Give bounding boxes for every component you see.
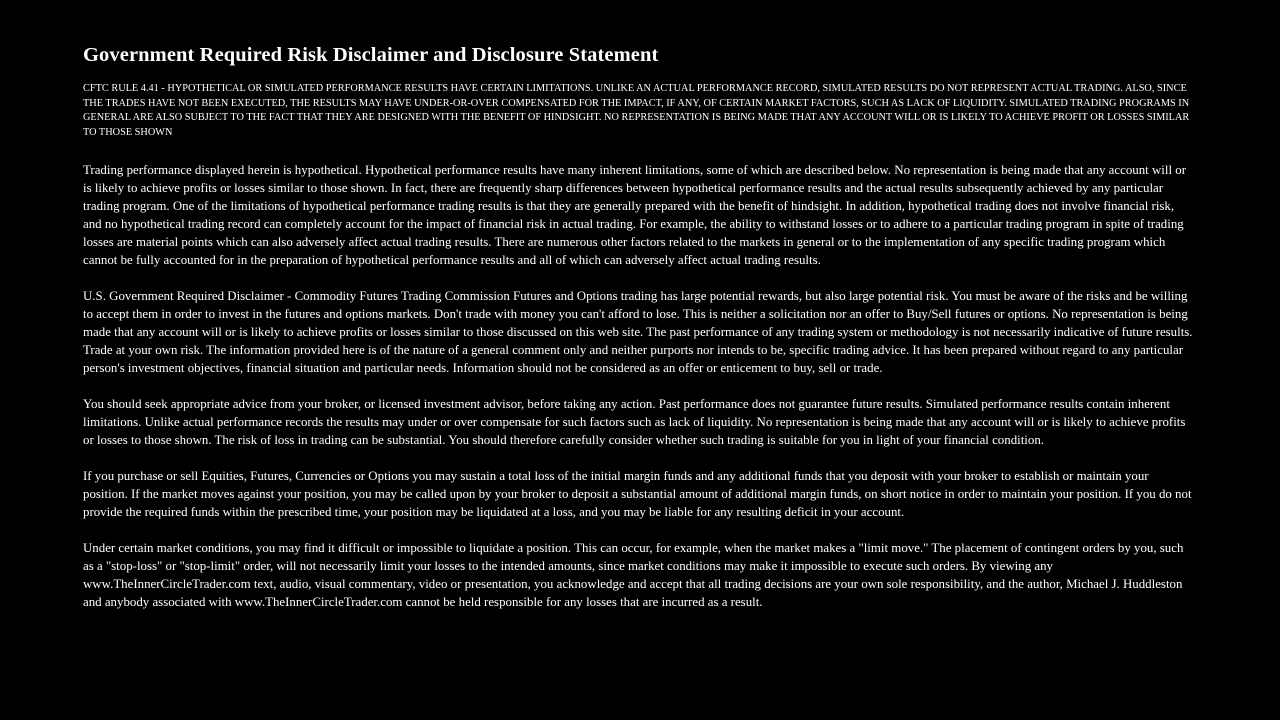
paragraph-hypothetical-performance: Trading performance displayed herein is hypothetical. Hypothetical performance results have many inherent limitations, some of which are described below. No representation is being made that any account will or is likely to achieve profits or losses similar to those shown. In fact, there are frequently sharp differences between hypothetical performance results and the actual results subsequently achieved by any particular trading program. One of the limitations of hypothetical performance trading results is that they are generally prepared with the benefit of hindsight. In addition, hypothetical trading does not involve financial risk, and no hypothetical trading record can completely account for the impact of financial risk in actual trading. For example, the ability to withstand losses or to adhere to a particular trading program in spite of trading losses are material points which can also adversely affect actual trading results. There are numerous other factors related to the markets in general or to the implementation of any specific trading program which cannot be fully accounted for in the preparation of hypothetical performance results and all of which can adversely affect actual trading results.	[83, 163, 1186, 267]
cftc-rule-notice: CFTC RULE 4.41 - HYPOTHETICAL OR SIMULATED PERFORMANCE RESULTS HAVE CERTAIN LIMITATIONS. UNLIKE AN ACTUAL PERFORMANCE RECORD, SIMULATED RESULTS DO NOT REPRESENT ACTUAL TRADING. ALSO, SINCE THE TRADES HAVE NOT BEEN EXECUTED, THE RESULTS MAY HAVE UNDER-OR-OVER COMPENSATED FOR THE IMPACT, IF ANY, OF CERTAIN MARKET FACTORS, SUCH AS LACK OF LIQUIDITY. SIMULATED TRADING PROGRAMS IN GENERAL ARE ALSO SUBJECT TO THE FACT THAT THEY ARE DESIGNED WITH THE BENEFIT OF HINDSIGHT. NO REPRESENTATION IS BEING MADE THAT ANY ACCOUNT WILL OR IS LIKELY TO ACHIEVE PROFIT OR LOSSES SIMILAR TO THOSE SHOWN	[83, 83, 1190, 138]
paragraph-government-disclaimer: U.S. Government Required Disclaimer - Commodity Futures Trading Commission Futures and Options trading has large potential rewards, but also large potential risk. You must be aware of the risks and be willing to accept them in order to invest in the futures and options markets. Don't trade with money you can't afford to lose. This is neither a solicitation nor an offer to Buy/Sell futures or options. No representation is being made that any account will or is likely to achieve profits or losses similar to those discussed on this web site. The past performance of any trading system or methodology is not necessarily indicative of future results. Trade at your own risk. The information provided here is of the nature of a general comment only and neither purports nor intends to be, specific trading advice. It has been prepared without regard to any particular person's investment objectives, financial situation and particular needs. Information should not be considered as an offer or enticement to buy, sell or trade.	[83, 289, 1193, 375]
disclaimer-document	[83, 42, 1193, 629]
page-title: Government Required Risk Disclaimer and Disclosure Statement	[83, 44, 659, 66]
paragraph-market-conditions: Under certain market conditions, you may find it difficult or impossible to liquidate a position. This can occur, for example, when the market makes a "limit move." The placement of contingent orders by you, such as a "stop-loss" or "stop-limit" order, will not necessarily limit your losses to the intended amounts, since market conditions may make it impossible to execute such orders. By viewing any www.TheInnerCircleTrader.com text, audio, visual commentary, video or presentation, you acknowledge and accept that all trading decisions are your own sole responsibility, and the author, Michael J. Huddleston and anybody associated with www.TheInnerCircleTrader.com cannot be held responsible for any losses that are incurred as a result.	[83, 541, 1184, 609]
paragraph-margin-loss: If you purchase or sell Equities, Futures, Currencies or Options you may sustain a total loss of the initial margin funds and any additional funds that you deposit with your broker to establish or maintain your position. If the market moves against your position, you may be called upon by your broker to deposit a substantial amount of additional margin funds, on short notice in order to maintain your position. If you do not provide the required funds within the prescribed time, your position may be liquidated at a loss, and you may be liable for any resulting deficit in your account.	[83, 469, 1192, 519]
paragraph-seek-advice: You should seek appropriate advice from your broker, or licensed investment advisor, before taking any action. Past performance does not guarantee future results. Simulated performance results contain inherent limitations. Unlike actual performance records the results may under or over compensate for such factors such as lack of liquidity. No representation is being made that any account will or is likely to achieve profits or losses to those shown. The risk of loss in trading can be substantial. You should therefore carefully consider whether such trading is suitable for you in light of your financial condition.	[83, 397, 1186, 447]
